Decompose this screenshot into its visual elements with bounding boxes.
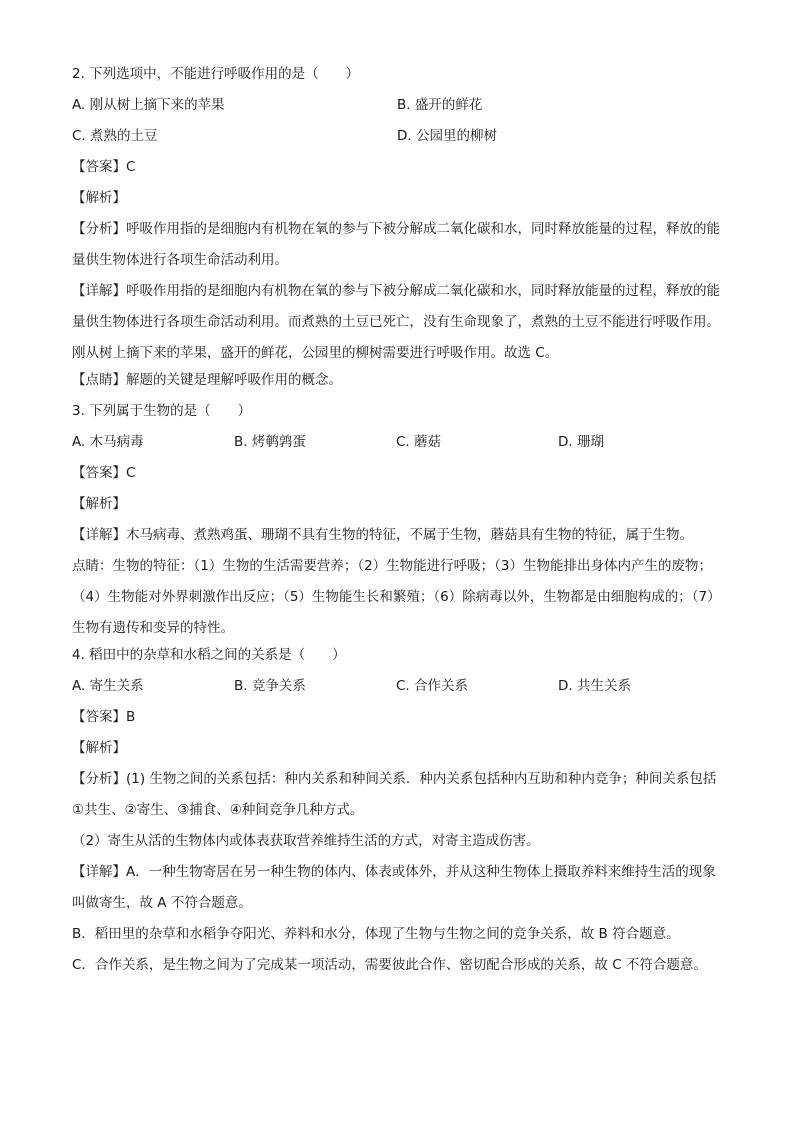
option-b: B. 烤鹌鹑蛋 (234, 434, 306, 450)
option-c: C. 蘑菇 (396, 434, 442, 450)
option-b: B. 竞争关系 (234, 678, 306, 694)
question-2-stem: 2. 下列选项中，不能进行呼吸作用的是（ ） (72, 66, 360, 82)
option-b: B. 盛开的鲜花 (397, 97, 483, 113)
option-d: D. 珊瑚 (558, 434, 604, 450)
question-3-dianjing: 点睛：生物的特征：（1）生物的生活需要营养；（2）生物能进行呼吸；（3）生物能排出身体内产生的废物；（4）生物能对外界刺激作出反应；（5）生物能生长和繁殖；（6）除病毒以外，生物都是由细胞构成的；（7）生物有遗传和变异的特性。 (72, 558, 721, 636)
question-2-options-row-2 (72, 126, 724, 157)
question-4-fenxi-2: （2）寄生从活的生物体内或体表获取营养维持生活的方式，对寄主造成伤害。 (72, 833, 540, 849)
question-4-xiangjie-b: B．稻田里的杂草和水稻争夺阳光、养料和水分，体现了生物与生物之间的竞争关系，故 B 符合题意。 (72, 926, 680, 942)
question-4-options (72, 676, 724, 707)
question-4-analysis-heading: 【解析】 (72, 740, 126, 756)
option-a: A. 木马病毒 (72, 434, 144, 450)
question-4-answer: 【答案】B (72, 709, 136, 725)
option-a: A. 寄生关系 (72, 678, 144, 694)
option-d: D. 共生关系 (558, 678, 631, 694)
question-2-dianjing: 【点睛】解题的关键是理解呼吸作用的概念。 (72, 372, 342, 388)
question-4-fenxi-1: 【分析】(1) 生物之间的关系包括：种内关系和种间关系．种内关系包括种内互助和种内竞争；种间关系包括①共生、②寄生、③捕食、④种间竞争几种方式。 (72, 771, 717, 818)
question-3-analysis-heading: 【解析】 (72, 496, 126, 512)
option-d: D. 公园里的柳树 (397, 128, 497, 144)
document-page (72, 64, 724, 981)
option-c: C. 煮熟的土豆 (72, 128, 158, 144)
question-3-options (72, 432, 724, 463)
question-2-xiangjie: 【详解】呼吸作用指的是细胞内有机物在氧的参与下被分解成二氧化碳和水，同时释放能量的过程，释放的能量供生物体进行各项生命活动利用。而煮熟的土豆已死亡，没有生命现象了，煮熟的土豆不能进行呼吸作用。刚从树上摘下来的苹果，盛开的鲜花，公园里的柳树需要进行呼吸作用。故选 C。 (72, 283, 720, 361)
question-4-stem: 4. 稻田中的杂草和水稻之间的关系是（ ） (72, 647, 346, 663)
question-2-options-row-1 (72, 95, 724, 126)
question-2-fenxi: 【分析】呼吸作用指的是细胞内有机物在氧的参与下被分解成二氧化碳和水，同时释放能量的过程，释放的能量供生物体进行各项生命活动利用。 (72, 221, 720, 268)
question-3-stem: 3. 下列属于生物的是（ ） (72, 403, 252, 419)
option-a: A. 刚从树上摘下来的苹果 (72, 97, 225, 113)
question-3-xiangjie: 【详解】木马病毒、煮熟鸡蛋、珊瑚不具有生物的特征，不属于生物，蘑菇具有生物的特征，属于生物。 (72, 527, 693, 543)
question-3-answer: 【答案】C (72, 465, 136, 481)
option-c: C. 合作关系 (396, 678, 469, 694)
question-4-xiangjie-c: C．合作关系，是生物之间为了完成某一项活动，需要彼此合作、密切配合形成的关系，故 C 不符合题意。 (72, 957, 707, 973)
question-2-analysis-heading: 【解析】 (72, 190, 126, 206)
question-4-xiangjie-a: 【详解】A．一种生物寄居在另一种生物的体内、体表或体外，并从这种生物体上摄取养料来维持生活的现象叫做寄生，故 A 不符合题意。 (72, 864, 716, 911)
question-2-answer: 【答案】C (72, 159, 136, 175)
